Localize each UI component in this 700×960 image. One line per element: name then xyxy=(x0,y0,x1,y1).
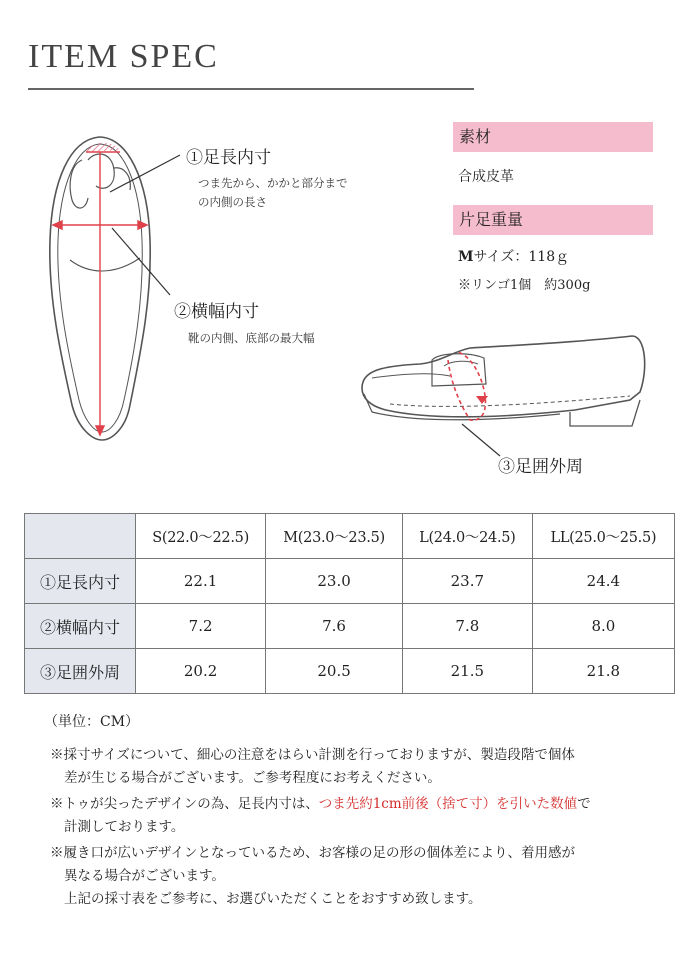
weight-size-letter: M xyxy=(458,249,474,265)
note-3-line1: ※履き口が広いデザインとなっているため、お客様の足の形の個体差により、着用感が xyxy=(50,845,576,861)
table-cell: 22.1 xyxy=(136,559,266,604)
weight-note: ※リンゴ1個 約300g xyxy=(458,278,591,293)
row-header: ①足長内寸 xyxy=(25,559,136,604)
material-heading: 素材 xyxy=(453,122,653,152)
weight-heading: 片足重量 xyxy=(453,205,653,235)
note-2-line1 xyxy=(50,793,591,816)
row-header: ②横幅内寸 xyxy=(25,604,136,649)
width-desc: 靴の内側、底部の最大幅 xyxy=(188,331,315,345)
table-cell: 23.0 xyxy=(266,559,403,604)
width-label: ②横幅内寸 xyxy=(174,302,259,322)
note-3-line2: 異なる場合がございます。 xyxy=(64,868,225,884)
table-cell: 20.5 xyxy=(266,649,403,694)
table-row xyxy=(25,559,675,604)
material-value: 合成皮革 xyxy=(458,169,514,185)
row-header: ③足囲外周 xyxy=(25,649,136,694)
table-cell: 21.5 xyxy=(402,649,532,694)
girth-label: ③足囲外周 xyxy=(498,457,583,477)
weight-value xyxy=(458,246,569,266)
note-1-line2: 差が生じる場合がございます。ご参考程度にお考えください。 xyxy=(64,770,441,786)
leader-line-girth xyxy=(462,424,500,456)
note-3-line3: 上記の採寸表をご参考に、お選びいただくことをおすすめ致します。 xyxy=(64,891,482,907)
foot-length-arrow xyxy=(86,152,120,435)
foot-length-desc xyxy=(198,174,348,212)
page-title: ITEM SPEC xyxy=(28,38,219,75)
table-cell: 20.2 xyxy=(136,649,266,694)
table-cell: 7.6 xyxy=(266,604,403,649)
table-row xyxy=(25,604,675,649)
note-2-line2: 計測しております。 xyxy=(64,819,185,835)
table-cell: 21.8 xyxy=(532,649,674,694)
note-2-suffix: で xyxy=(577,796,591,812)
table-row xyxy=(25,649,675,694)
column-header: L(24.0〜24.5) xyxy=(402,514,532,559)
table-cell: 23.7 xyxy=(402,559,532,604)
note-2-highlight: つま先約1cm前後（捨て寸）を引いた数値 xyxy=(318,796,578,812)
table-cell: 7.8 xyxy=(402,604,532,649)
table-cell: 7.2 xyxy=(136,604,266,649)
foot-length-desc-line2: の内側の長さ xyxy=(198,195,267,209)
leader-line-length xyxy=(110,155,180,192)
note-1 xyxy=(50,744,575,790)
foot-length-desc-line1: つま先から、かかと部分まで xyxy=(198,176,348,190)
foot-length-label: ①足長内寸 xyxy=(186,148,271,168)
table-header-row xyxy=(25,514,675,559)
size-table xyxy=(24,513,675,694)
table-cell: 24.4 xyxy=(532,559,674,604)
note-2-prefix: ※トゥが尖ったデザインの為、足長内寸は、 xyxy=(50,796,319,812)
note-1-line1: ※採寸サイズについて、細心の注意をはらい計測を行っておりますが、製造段階で個体 xyxy=(50,747,575,763)
column-header: S(22.0〜22.5) xyxy=(136,514,266,559)
note-2 xyxy=(50,793,591,839)
note-3 xyxy=(50,842,575,911)
unit-label: （単位：CM） xyxy=(44,714,140,730)
table-cell: 8.0 xyxy=(532,604,674,649)
table-corner-cell xyxy=(25,514,136,559)
weight-value-text: サイズ：118ｇ xyxy=(473,249,570,265)
column-header: LL(25.0〜25.5) xyxy=(532,514,674,559)
column-header: M(23.0〜23.5) xyxy=(266,514,403,559)
loafer-drawing xyxy=(362,336,645,426)
